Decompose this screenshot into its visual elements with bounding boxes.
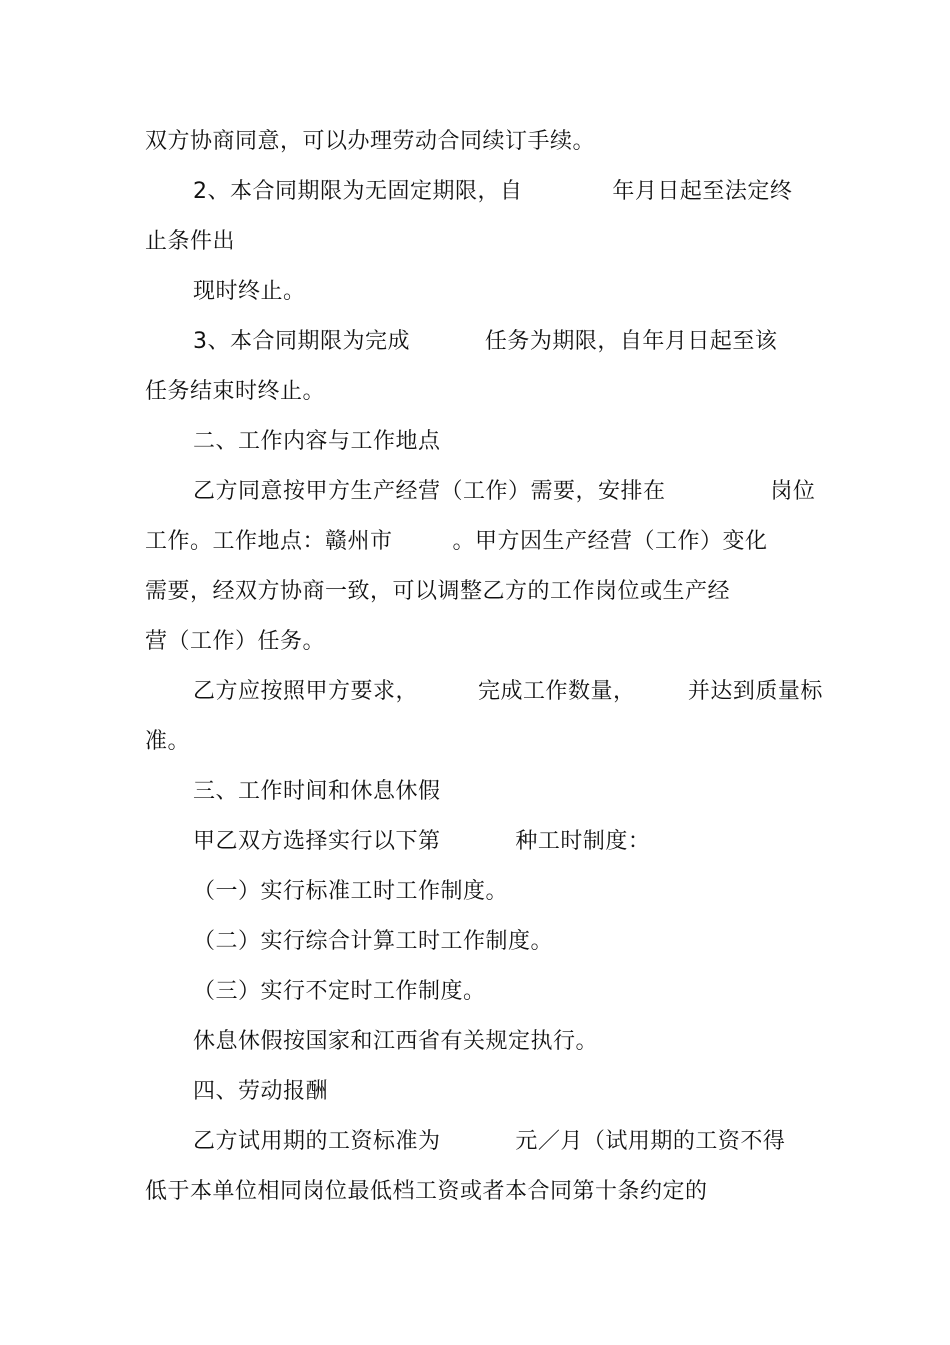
section-heading: 三、工作时间和休息休假 [193, 779, 441, 804]
text-line: 任务结束时终止。 [145, 379, 326, 404]
text-line: 3、本合同期限为完成 任务为期限，自年月日起至该 [193, 329, 778, 354]
text-line: 2、本合同期限为无固定期限，自 年月日起至法定终 [193, 179, 793, 204]
text-line: 现时终止。 [193, 279, 306, 304]
section-heading: 四、劳动报酬 [193, 1079, 329, 1104]
text-line: 甲乙双方选择实行以下第 种工时制度： [193, 829, 651, 854]
text-line: 双方协商同意，可以办理劳动合同续订手续。 [145, 129, 596, 154]
text-line: 工作。工作地点：赣州市 。甲方因生产经营（工作）变化 [145, 529, 768, 554]
text-line: 乙方应按照甲方要求， 完成工作数量， 并达到质量标 [193, 679, 823, 704]
text-line: 休息休假按国家和江西省有关规定执行。 [193, 1029, 599, 1054]
text-line: 需要，经双方协商一致，可以调整乙方的工作岗位或生产经 [145, 579, 731, 604]
text-line: 乙方试用期的工资标准为 元／月（试用期的工资不得 [193, 1129, 786, 1154]
text-line: 低于本单位相同岗位最低档工资或者本合同第十条约定的 [145, 1179, 708, 1204]
list-item: （二）实行综合计算工时工作制度。 [193, 929, 554, 954]
text-line: 准。 [145, 729, 191, 754]
list-item: （三）实行不定时工作制度。 [193, 979, 486, 1004]
text-line: 乙方同意按甲方生产经营（工作）需要，安排在 岗位 [193, 479, 816, 504]
list-item: （一）实行标准工时工作制度。 [193, 879, 509, 904]
text-line: 营（工作）任务。 [145, 629, 326, 654]
section-heading: 二、工作内容与工作地点 [193, 429, 441, 454]
text-line: 止条件出 [145, 229, 236, 254]
